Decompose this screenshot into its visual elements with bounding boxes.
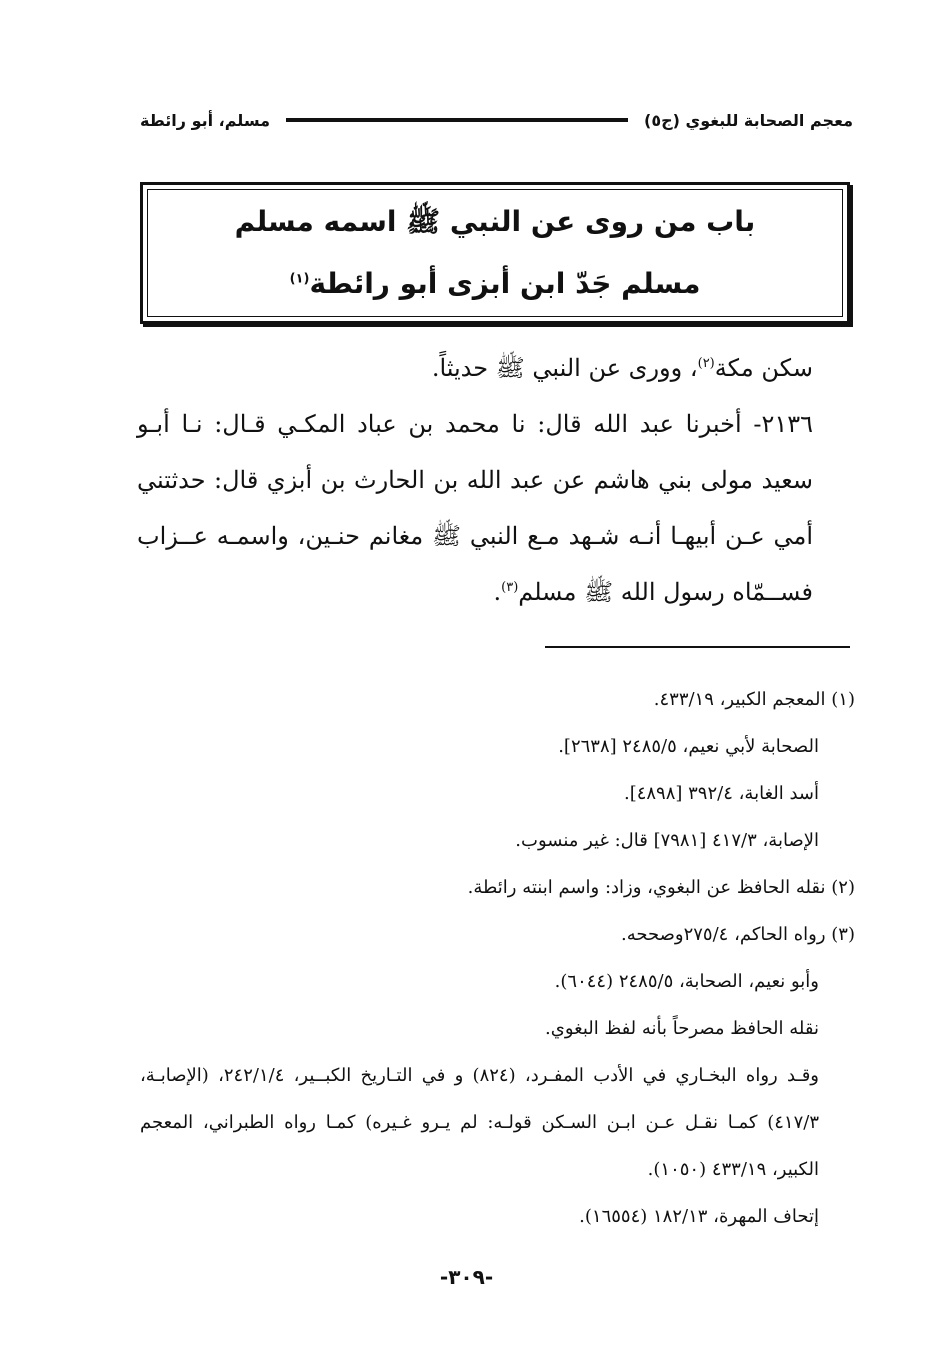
book-title: معجم الصحابة للبغوي (ج٥)	[644, 110, 853, 130]
footnote-3-line-a: وأبو نعيم، الصحابة، ٢٤٨٥/٥ (٦٠٤٤).	[554, 971, 819, 992]
chapter-title-box	[140, 182, 850, 324]
hadith-text: ٢١٣٦- أخبرنا عبد الله قال: نا محمد بن عباد المكـي قـال: نـا أبـو سعيد مولى بني هاشم عن عبد الله بن الحارث بن أبزي قال: حدثتني أمي عـن أبيهـا أنـه شـهد مـع النبي ﷺ مغانم حنـين، واسمـه عــزاب فســمّاه رسول الله ﷺ مسلم	[137, 410, 813, 606]
section-title: مسلم، أبو رائطة	[140, 110, 270, 130]
page-number: -٣٠٩-	[439, 1265, 494, 1289]
footnote-1-line-c: الإصابة، ٤١٧/٣ [٧٩٨١] قال: غير منسوب.	[515, 830, 819, 851]
footnote-1-line-b: أسد الغابة، ٣٩٢/٤ [٤٨٩٨].	[623, 783, 819, 804]
footnote-ref-1: (١)	[289, 271, 310, 287]
footnote-1: (١) المعجم الكبير، ٤٣٣/١٩.	[653, 689, 855, 710]
footnote-ref-3: (٣)	[501, 580, 519, 595]
paragraph-intro	[137, 340, 857, 396]
hadith-end: .	[493, 578, 502, 606]
paragraph-hadith	[137, 396, 857, 620]
entry-title	[143, 267, 847, 300]
footnote-1-line-a: الصحابة لأبي نعيم، ٢٤٨٥/٥ [٢٦٣٨].	[558, 736, 819, 757]
footnote-ref-2: (٢)	[697, 356, 715, 371]
footnote-3-line-b: نقله الحافظ مصرحاً بأنه لفظ البغوي.	[545, 1018, 819, 1039]
footnote-3: (٣) رواه الحاكم، ٢٧٥/٤وصححه.	[621, 924, 855, 945]
intro-b: ، وورى عن النبي ﷺ حديثاً.	[431, 354, 698, 382]
running-header	[140, 100, 853, 140]
main-text	[137, 340, 857, 620]
entry-title-text: مسلم جَدّ ابن أبزى أبو رائطة	[309, 267, 701, 300]
chapter-title: باب من روى عن النبي ﷺ اسمه مسلم	[234, 205, 756, 238]
footnote-3-line-d: إتحاف المهرة، ١٨٢/١٣ (١٦٥٥٤).	[579, 1206, 819, 1227]
footnotes	[140, 676, 855, 1240]
footnote-2: (٢) نقله الحافظ عن البغوي، وزاد: واسم ابنته رائطة.	[467, 877, 855, 898]
intro-a: سكن مكة	[714, 354, 813, 382]
footnote-separator	[545, 646, 850, 648]
header-rule	[286, 118, 628, 122]
footnote-3-line-c: وقـد رواه البخـاري في الأدب المفـرد، (٨٢٤) و في التـاريخ الكبــير، ٢٤٢/١/٤، (الإصابـة، ٤١٧/٣) كمـا نقـل عـن ابـن السـكن قولـه: لم يـرو غـيره) كمـا رواه الطبراني، المعجم الكبير، ٤٣٣/١٩ (١٠٥٠).	[140, 1065, 819, 1180]
